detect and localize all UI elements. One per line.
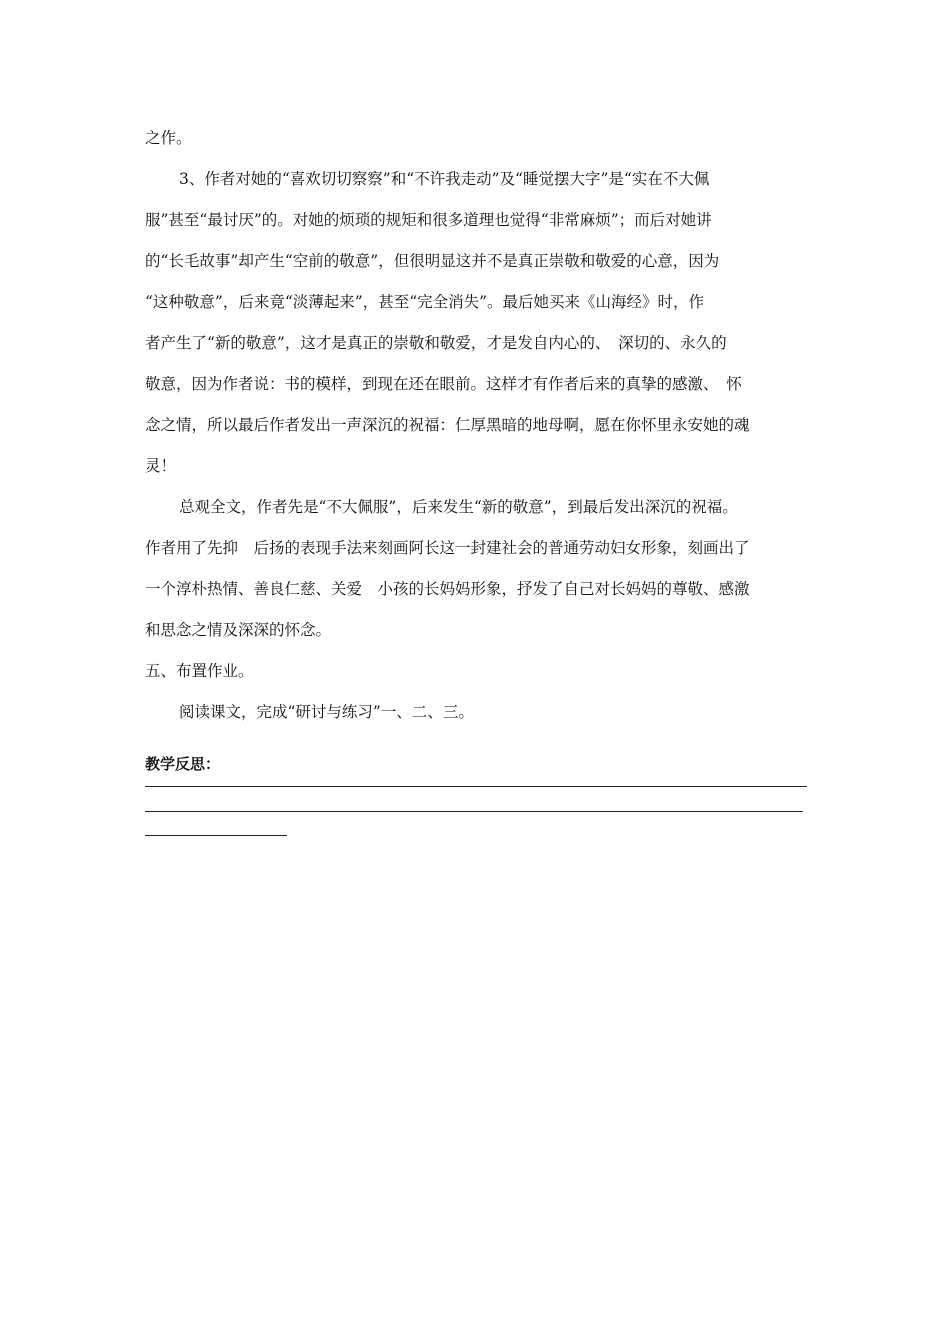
text-line: 念之情，所以最后作者发出一声深沉的祝福：仁厚黑暗的地母啊，愿在你怀里永安她的魂 <box>145 416 750 434</box>
section-heading: 五、布置作业。 <box>145 662 254 680</box>
text-line: 的“长毛故事”却产生“空前的敬意”，但很明显这并不是真正崇敬和敬爱的心意，因为 <box>145 252 720 270</box>
text-line: 作者用了先抑 后扬的表现手法来刻画阿长这一封建社会的普通劳动妇女形象，刻画出了 <box>145 539 750 557</box>
text-line: 总观全文，作者先是“不大佩服”，后来发生“新的敬意”，到最后发出深沉的祝福。 <box>179 498 738 516</box>
reflection-title: 教学反思： <box>145 755 221 773</box>
text-line: 阅读课文，完成“研讨与练习”一、二、三。 <box>179 703 474 721</box>
text-line: 一个淳朴热情、善良仁慈、关爱 小孩的长妈妈形象，抒发了自己对长妈妈的尊敬、感激 <box>145 580 750 598</box>
document-body <box>145 118 807 779</box>
text-line: 灵！ <box>145 457 177 475</box>
text-line: 者产生了“新的敬意”，这才是真正的崇敬和敬爱，才是发自内心的、 深切的、永久的 <box>145 334 727 352</box>
text-line: 服”甚至“最讨厌”的。对她的烦琐的规矩和很多道理也觉得“非常麻烦”；而后对她讲 <box>145 211 712 229</box>
spacer <box>145 733 807 749</box>
reflection-blank-line <box>145 811 803 812</box>
reflection-blank-line <box>145 835 287 836</box>
text-line: 3、作者对她的“喜欢切切察察”和“不许我走动”及“睡觉摆大字”是“实在不大佩 <box>179 170 710 188</box>
text-line: “这种敬意”，后来竟“淡薄起来”，甚至“完全消失”。最后她买来《山海经》时，作 <box>145 293 705 311</box>
text-line: 之作。 <box>145 129 192 147</box>
text-line: 敬意，因为作者说：书的模样，到现在还在眼前。这样才有作者后来的真挚的感激、 怀 <box>145 375 742 393</box>
text-line: 和思念之情及深深的怀念。 <box>145 621 332 639</box>
reflection-blank-line <box>145 786 807 787</box>
